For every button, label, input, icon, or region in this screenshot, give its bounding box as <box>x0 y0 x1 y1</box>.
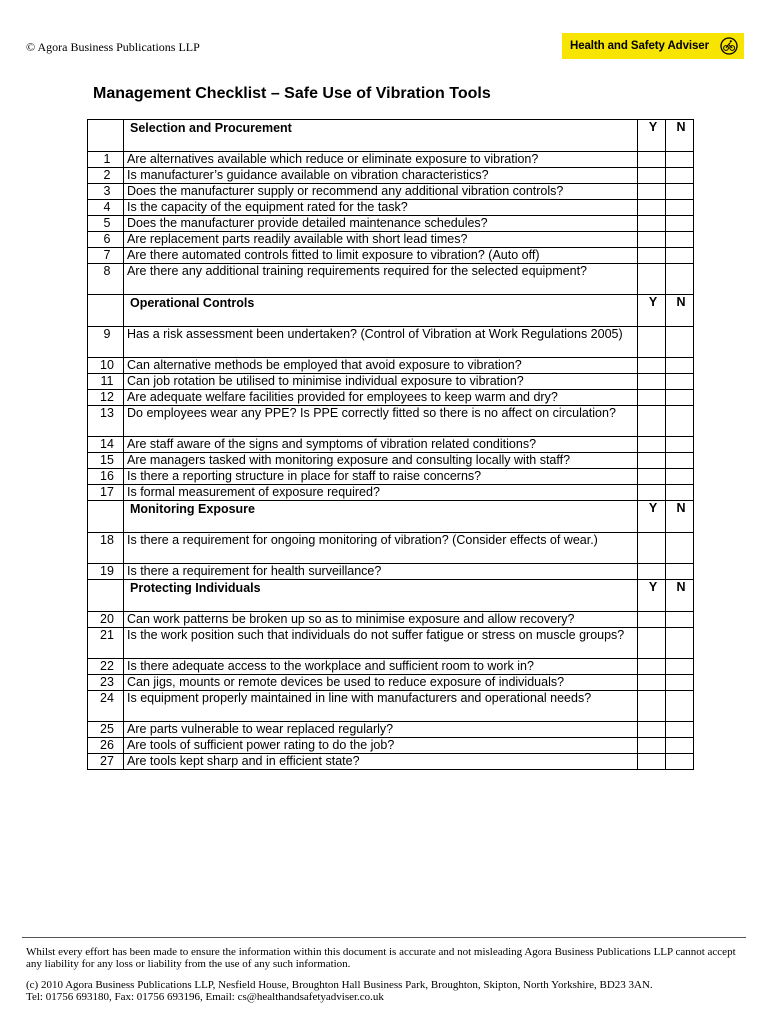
checklist-row <box>88 691 694 722</box>
item-question: Are tools kept sharp and in efficient state? <box>124 754 638 770</box>
item-number: 6 <box>88 232 124 248</box>
item-question: Can alternative methods be employed that avoid exposure to vibration? <box>124 358 638 374</box>
item-question: Are there any additional training requirements required for the selected equipment? <box>124 264 638 295</box>
cyclist-icon <box>720 37 738 55</box>
section-heading: Selection and Procurement <box>124 120 638 152</box>
yes-checkbox-cell[interactable] <box>638 722 666 738</box>
item-number: 13 <box>88 406 124 437</box>
checklist-row <box>88 232 694 248</box>
checklist-row <box>88 469 694 485</box>
item-number: 24 <box>88 691 124 722</box>
item-number: 10 <box>88 358 124 374</box>
yes-checkbox-cell[interactable] <box>638 533 666 564</box>
yes-checkbox-cell[interactable] <box>638 675 666 691</box>
yes-checkbox-cell[interactable] <box>638 691 666 722</box>
item-question: Does the manufacturer supply or recommend any additional vibration controls? <box>124 184 638 200</box>
no-checkbox-cell[interactable] <box>666 264 694 295</box>
item-question: Is the capacity of the equipment rated for the task? <box>124 200 638 216</box>
yes-checkbox-cell[interactable] <box>638 374 666 390</box>
checklist-row <box>88 628 694 659</box>
item-question: Are managers tasked with monitoring exposure and consulting locally with staff? <box>124 453 638 469</box>
item-number: 12 <box>88 390 124 406</box>
yes-checkbox-cell[interactable] <box>638 469 666 485</box>
no-checkbox-cell[interactable] <box>666 628 694 659</box>
no-checkbox-cell[interactable] <box>666 722 694 738</box>
no-checkbox-cell[interactable] <box>666 168 694 184</box>
copyright-notice: © Agora Business Publications LLP <box>26 40 200 54</box>
item-number: 3 <box>88 184 124 200</box>
checklist-row <box>88 453 694 469</box>
item-number: 25 <box>88 722 124 738</box>
no-column-header: N <box>666 120 694 152</box>
no-column-header: N <box>666 580 694 612</box>
item-number: 17 <box>88 485 124 501</box>
no-checkbox-cell[interactable] <box>666 691 694 722</box>
no-checkbox-cell[interactable] <box>666 248 694 264</box>
item-question: Does the manufacturer provide detailed maintenance schedules? <box>124 216 638 232</box>
no-column-header: N <box>666 501 694 533</box>
no-checkbox-cell[interactable] <box>666 738 694 754</box>
item-number: 27 <box>88 754 124 770</box>
no-checkbox-cell[interactable] <box>666 152 694 168</box>
checklist-row <box>88 533 694 564</box>
no-checkbox-cell[interactable] <box>666 374 694 390</box>
no-checkbox-cell[interactable] <box>666 200 694 216</box>
no-checkbox-cell[interactable] <box>666 437 694 453</box>
item-question: Is there a requirement for ongoing monitoring of vibration? (Consider effects of wear.) <box>124 533 638 564</box>
yes-checkbox-cell[interactable] <box>638 232 666 248</box>
yes-checkbox-cell[interactable] <box>638 453 666 469</box>
brand-name: Health and Safety Adviser <box>570 40 709 52</box>
item-question: Are alternatives available which reduce or eliminate exposure to vibration? <box>124 152 638 168</box>
checklist-row <box>88 612 694 628</box>
no-checkbox-cell[interactable] <box>666 184 694 200</box>
checklist-row <box>88 390 694 406</box>
no-checkbox-cell[interactable] <box>666 406 694 437</box>
no-checkbox-cell[interactable] <box>666 358 694 374</box>
yes-checkbox-cell[interactable] <box>638 358 666 374</box>
yes-checkbox-cell[interactable] <box>638 152 666 168</box>
yes-checkbox-cell[interactable] <box>638 168 666 184</box>
footer-divider <box>22 937 746 938</box>
yes-checkbox-cell[interactable] <box>638 406 666 437</box>
checklist-row <box>88 168 694 184</box>
item-number: 11 <box>88 374 124 390</box>
checklist-row <box>88 406 694 437</box>
section-header-row <box>88 295 694 327</box>
yes-column-header: Y <box>638 120 666 152</box>
item-question: Is manufacturer’s guidance available on vibration characteristics? <box>124 168 638 184</box>
item-question: Is there a requirement for health surveillance? <box>124 564 638 580</box>
no-checkbox-cell[interactable] <box>666 453 694 469</box>
section-header-row <box>88 501 694 533</box>
checklist-row <box>88 738 694 754</box>
item-number: 26 <box>88 738 124 754</box>
item-number: 20 <box>88 612 124 628</box>
item-question: Is there a reporting structure in place for staff to raise concerns? <box>124 469 638 485</box>
item-number: 23 <box>88 675 124 691</box>
yes-checkbox-cell[interactable] <box>638 612 666 628</box>
item-question: Are parts vulnerable to wear replaced regularly? <box>124 722 638 738</box>
item-question: Do employees wear any PPE? Is PPE correctly fitted so there is no affect on circulation? <box>124 406 638 437</box>
footer-address-line: (c) 2010 Agora Business Publications LLP, Nesfield House, Broughton Hall Business Park, Broughton, Skipton, North Yorkshire, BD23 3AN. <box>26 979 653 991</box>
footer-contact-line: Tel: 01756 693180, Fax: 01756 693196, Email: cs@healthandsafetyadviser.co.uk <box>26 990 384 1003</box>
item-number: 1 <box>88 152 124 168</box>
yes-checkbox-cell[interactable] <box>638 216 666 232</box>
item-question: Can job rotation be utilised to minimise individual exposure to vibration? <box>124 374 638 390</box>
item-number: 2 <box>88 168 124 184</box>
yes-checkbox-cell[interactable] <box>638 327 666 358</box>
item-number: 14 <box>88 437 124 453</box>
item-number: 4 <box>88 200 124 216</box>
item-question: Are there automated controls fitted to limit exposure to vibration? (Auto off) <box>124 248 638 264</box>
section-number-cell <box>88 120 124 152</box>
yes-checkbox-cell[interactable] <box>638 200 666 216</box>
checklist-row <box>88 675 694 691</box>
section-number-cell <box>88 295 124 327</box>
item-question: Are staff aware of the signs and symptoms of vibration related conditions? <box>124 437 638 453</box>
checklist-row <box>88 264 694 295</box>
no-checkbox-cell[interactable] <box>666 216 694 232</box>
section-header-row <box>88 120 694 152</box>
checklist-row <box>88 216 694 232</box>
checklist-row <box>88 437 694 453</box>
no-checkbox-cell[interactable] <box>666 612 694 628</box>
checklist-row <box>88 152 694 168</box>
checklist-row <box>88 722 694 738</box>
yes-checkbox-cell[interactable] <box>638 628 666 659</box>
item-number: 22 <box>88 659 124 675</box>
yes-checkbox-cell[interactable] <box>638 754 666 770</box>
footer-address <box>26 980 748 1003</box>
checklist-row <box>88 564 694 580</box>
item-number: 8 <box>88 264 124 295</box>
yes-checkbox-cell[interactable] <box>638 738 666 754</box>
checklist-row <box>88 485 694 501</box>
checklist-row <box>88 754 694 770</box>
yes-checkbox-cell[interactable] <box>638 184 666 200</box>
item-question: Are replacement parts readily available with short lead times? <box>124 232 638 248</box>
footer-disclaimer: Whilst every effort has been made to ensure the information within this document is accurate and not misleading Agora Business Publications LLP cannot accept any liability for any loss or liability from the use of any such information. <box>26 946 736 970</box>
checklist-row <box>88 374 694 390</box>
item-question: Can work patterns be broken up so as to minimise exposure and allow recovery? <box>124 612 638 628</box>
checklist-table <box>87 119 694 770</box>
no-checkbox-cell[interactable] <box>666 469 694 485</box>
yes-column-header: Y <box>638 295 666 327</box>
section-heading: Monitoring Exposure <box>124 501 638 533</box>
item-number: 5 <box>88 216 124 232</box>
item-question: Is equipment properly maintained in line with manufacturers and operational needs? <box>124 691 638 722</box>
no-checkbox-cell[interactable] <box>666 754 694 770</box>
item-number: 18 <box>88 533 124 564</box>
no-checkbox-cell[interactable] <box>666 232 694 248</box>
yes-column-header: Y <box>638 501 666 533</box>
section-header-row <box>88 580 694 612</box>
item-question: Are tools of sufficient power rating to do the job? <box>124 738 638 754</box>
yes-checkbox-cell[interactable] <box>638 248 666 264</box>
item-number: 15 <box>88 453 124 469</box>
item-number: 7 <box>88 248 124 264</box>
item-number: 19 <box>88 564 124 580</box>
brand-logo <box>562 33 744 59</box>
checklist-row <box>88 184 694 200</box>
item-question: Is formal measurement of exposure required? <box>124 485 638 501</box>
checklist-row <box>88 327 694 358</box>
yes-checkbox-cell[interactable] <box>638 264 666 295</box>
item-question: Are adequate welfare facilities provided for employees to keep warm and dry? <box>124 390 638 406</box>
yes-checkbox-cell[interactable] <box>638 437 666 453</box>
item-number: 16 <box>88 469 124 485</box>
checklist-row <box>88 248 694 264</box>
section-number-cell <box>88 501 124 533</box>
section-heading: Operational Controls <box>124 295 638 327</box>
no-checkbox-cell[interactable] <box>666 675 694 691</box>
checklist-row <box>88 358 694 374</box>
no-checkbox-cell[interactable] <box>666 564 694 580</box>
yes-checkbox-cell[interactable] <box>638 564 666 580</box>
no-column-header: N <box>666 295 694 327</box>
yes-checkbox-cell[interactable] <box>638 659 666 675</box>
item-question: Can jigs, mounts or remote devices be used to reduce exposure of individuals? <box>124 675 638 691</box>
item-question: Is the work position such that individuals do not suffer fatigue or stress on muscle groups? <box>124 628 638 659</box>
item-number: 21 <box>88 628 124 659</box>
no-checkbox-cell[interactable] <box>666 485 694 501</box>
yes-checkbox-cell[interactable] <box>638 485 666 501</box>
section-number-cell <box>88 580 124 612</box>
page-title: Management Checklist – Safe Use of Vibration Tools <box>93 85 491 102</box>
no-checkbox-cell[interactable] <box>666 659 694 675</box>
item-number: 9 <box>88 327 124 358</box>
item-question: Is there adequate access to the workplace and sufficient room to work in? <box>124 659 638 675</box>
no-checkbox-cell[interactable] <box>666 533 694 564</box>
section-heading: Protecting Individuals <box>124 580 638 612</box>
yes-checkbox-cell[interactable] <box>638 390 666 406</box>
yes-column-header: Y <box>638 580 666 612</box>
checklist-row <box>88 200 694 216</box>
no-checkbox-cell[interactable] <box>666 327 694 358</box>
checklist-row <box>88 659 694 675</box>
item-question: Has a risk assessment been undertaken? (Control of Vibration at Work Regulations 2005) <box>124 327 638 358</box>
no-checkbox-cell[interactable] <box>666 390 694 406</box>
